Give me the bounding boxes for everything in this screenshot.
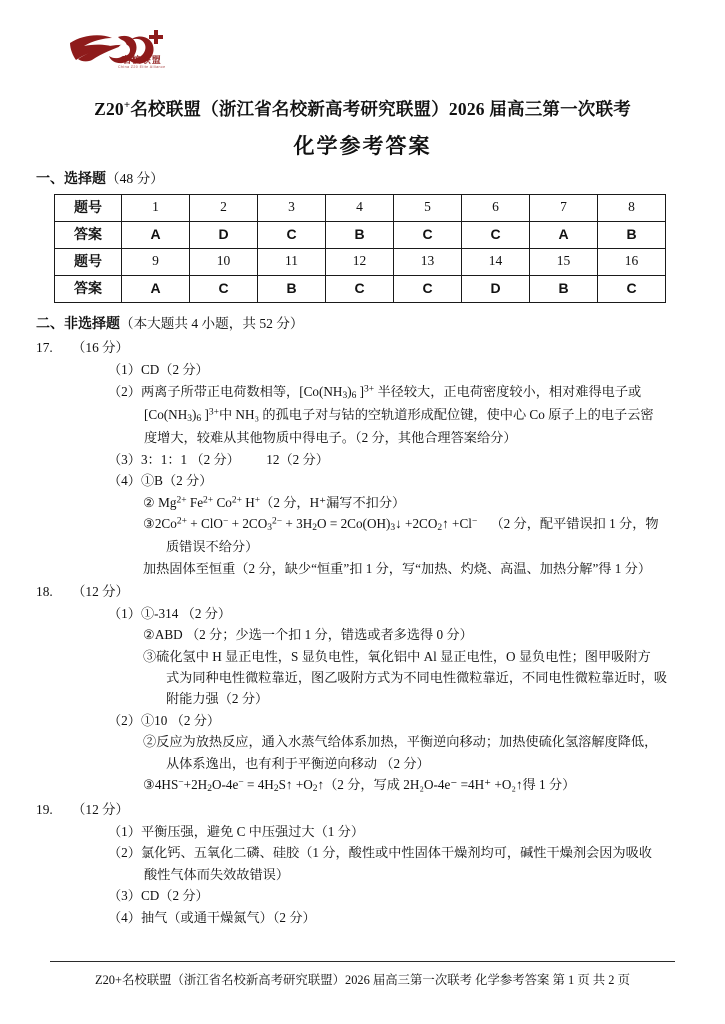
sub-co3: 3 bbox=[267, 523, 272, 533]
row-header-question-1: 题号 bbox=[55, 194, 122, 221]
document-body bbox=[36, 168, 689, 928]
q-number-cell: 15 bbox=[530, 248, 598, 275]
sub-h2o: 2 bbox=[312, 523, 318, 533]
q17-p2-text-c: ) bbox=[347, 383, 352, 399]
answer-cell: A bbox=[530, 221, 598, 248]
question-19-score: （12 分） bbox=[72, 802, 129, 818]
sup-cl: − bbox=[471, 516, 478, 527]
alliance-logo bbox=[66, 26, 178, 90]
q17-p2-text-a: （2）两离子所带正电荷数相等，[Co(NH bbox=[108, 383, 343, 399]
page-subtitle: 化学参考答案 bbox=[293, 135, 432, 158]
answer-cell: B bbox=[326, 221, 394, 248]
q-number-cell: 11 bbox=[258, 248, 326, 275]
question-18-score: （12 分） bbox=[72, 584, 129, 600]
q19-part-4: （4）抽气（或通干燥氮气）（2 分） bbox=[108, 909, 316, 925]
q17-part-2-line-3: 度增大，较难从其他物质中得电子。（2 分，其他合理答案给分） bbox=[144, 430, 517, 446]
sup-co3: 2− bbox=[272, 516, 283, 527]
question-17-header bbox=[36, 338, 689, 359]
q17-p2-text-e: ] bbox=[356, 383, 365, 399]
q18-part-1-3-line-1: ③硫化氢中 H 显正电性，S 显负电性，氧化铝中 Al 显正电性，O 显负电性；图甲吸附方 bbox=[143, 648, 651, 664]
answer-cell: C bbox=[598, 275, 666, 302]
answer-cell: A bbox=[122, 275, 190, 302]
sub-co2g: 2 bbox=[437, 523, 443, 533]
sup-mg: 2+ bbox=[176, 495, 187, 506]
answer-cell: B bbox=[598, 221, 666, 248]
q17-p2-sub-6: 6 bbox=[351, 390, 357, 401]
question-18 bbox=[36, 582, 689, 797]
logo-text bbox=[118, 56, 166, 70]
q-number-cell: 16 bbox=[598, 248, 666, 275]
q17-part-2-line-1 bbox=[36, 381, 689, 404]
sub-3: 3 bbox=[187, 414, 192, 425]
page-footer: Z20+名校联盟（浙江省名校新高考研究联盟）2026 届高三第一次联考 化学参考答案 第 1 页 共 2 页 bbox=[95, 973, 630, 987]
page-title bbox=[0, 96, 725, 121]
logo-en-name: China Z20 Elite Alliance bbox=[118, 65, 166, 69]
answer-cell: C bbox=[394, 221, 462, 248]
q19-part-2-line-1: （2）氯化钙、五氧化二磷、硅胶（1 分，酸性或中性固体干燥剂均可，碱性干燥剂会因为吸收 bbox=[108, 845, 652, 861]
row-header-answer-1: 答案 bbox=[55, 221, 122, 248]
q-number-cell: 12 bbox=[326, 248, 394, 275]
question-19-header bbox=[36, 800, 689, 821]
row-header-answer-2: 答案 bbox=[55, 275, 122, 302]
section-2-heading bbox=[36, 313, 689, 335]
question-19-number: 19. bbox=[36, 802, 53, 818]
answer-cell: C bbox=[190, 275, 258, 302]
q18-part-2-3: $③4HS^-+2H_2O-4e^-$ = $4H_2S↑$ $+O_2↑(2$ 分，写成 2H₂O-4e⁻ =4H⁺ +O₂↑得 1 分） bbox=[143, 776, 576, 794]
q19-part-1: （1）平衡压强，避免 C 中压强过大（1 分） bbox=[108, 824, 365, 840]
answer-cell: D bbox=[190, 221, 258, 248]
q-number-cell: 8 bbox=[598, 194, 666, 221]
q-number-cell: 4 bbox=[326, 194, 394, 221]
logo-cn-name: 名校联盟 bbox=[121, 55, 162, 65]
q18-part-2-1: （2）①10 （2 分） bbox=[108, 712, 221, 728]
footer-divider bbox=[50, 961, 675, 962]
section-1-heading bbox=[36, 168, 689, 190]
q-number-cell: 9 bbox=[122, 248, 190, 275]
q-number-cell: 14 bbox=[462, 248, 530, 275]
sub-o2: 2 bbox=[312, 783, 318, 794]
sup-co2: 2+ bbox=[176, 516, 187, 527]
section-2-heading-label: 二、非选择题 bbox=[36, 314, 120, 331]
answer-cell: C bbox=[462, 221, 530, 248]
q18-part-1-2: ②ABD （2 分；少选一个扣 1 分，错选或者多选得 0 分） bbox=[143, 627, 473, 643]
answer-table bbox=[54, 194, 666, 303]
q17-p3-extra: 12（2 分） bbox=[266, 451, 329, 467]
answer-cell: B bbox=[530, 275, 598, 302]
answer-cell: A bbox=[122, 221, 190, 248]
answer-cell: C bbox=[258, 221, 326, 248]
q-number-cell: 6 bbox=[462, 194, 530, 221]
q17-part-4-3-cont: 质错误不给分） bbox=[166, 539, 259, 555]
q18-part-2-2-line-1: ②反应为放热反应，通入水蒸气给体系加热，平衡逆向移动；加热使硫化氢溶解度降低， bbox=[143, 734, 658, 750]
sub-h2o2: 2 bbox=[207, 783, 212, 794]
q18-p2-3-note: （2 分，写成 2H₂O-4e⁻ =4H⁺ +O₂↑得 1 分） bbox=[324, 776, 576, 792]
q18-part-2-2-line-2: 从体系逸出，也有利于平衡逆向移动 （2 分） bbox=[166, 755, 430, 771]
q-number-cell: 10 bbox=[190, 248, 258, 275]
q17-part-4-2: ② $Mg^{2+}$ $Fe^{2+}$ $Co^{2+}$ H+（2 分，H⁺漏写不扣分） bbox=[143, 494, 406, 510]
section-1-heading-score: （48 分） bbox=[106, 171, 164, 186]
question-17 bbox=[36, 338, 689, 579]
q-number-cell: 1 bbox=[122, 194, 190, 221]
question-18-number: 18. bbox=[36, 584, 53, 600]
answer-cell: C bbox=[326, 275, 394, 302]
q-number-cell: 2 bbox=[190, 194, 258, 221]
sup-hs: − bbox=[178, 777, 184, 788]
q17-p3-text: （3）3：1：1 （2 分） bbox=[108, 451, 240, 467]
sup-h: + bbox=[254, 495, 261, 506]
table-row bbox=[55, 275, 666, 302]
sup-e: − bbox=[238, 777, 244, 788]
title-superscript: + bbox=[123, 99, 131, 112]
q18-part-1-3-line-2: 式为同种电性微粒靠近，图乙吸附方式为不同电性微粒靠近，不同电性微粒靠近时，吸 bbox=[166, 670, 668, 686]
question-19 bbox=[36, 800, 689, 928]
q17-part-1: （1）CD（2 分） bbox=[108, 362, 209, 378]
q-number-cell: 7 bbox=[530, 194, 598, 221]
q-number-cell: 13 bbox=[394, 248, 462, 275]
sup-charge: 3+ bbox=[208, 407, 219, 418]
q17-part-2-line-2: [$Co(NH_3)_6$ ]$^{3+}$中 NH₃ 的孤电子对与钴的空轨道形成配位键，使中心 Co 原子上的电子云密 bbox=[144, 406, 654, 425]
sub-h2s: 2 bbox=[273, 783, 279, 794]
answer-cell: B bbox=[258, 275, 326, 302]
section-2-heading-score: （本大题共 4 小题，共 52 分） bbox=[120, 315, 304, 331]
title-rest: 名校联盟（浙江省名校新高考研究联盟）2026 届高三第一次联考 bbox=[130, 99, 631, 119]
q19-part-3: （3）CD（2 分） bbox=[108, 888, 209, 904]
question-17-score: （16 分） bbox=[72, 340, 129, 356]
section-1-heading-label: 一、选择题 bbox=[36, 170, 106, 186]
table-row bbox=[55, 248, 666, 275]
q17-p2-line2-text: 中 NH₃ 的孤电子对与钴的空轨道形成配位键，使中心 Co 原子上的电子云密 bbox=[218, 406, 654, 422]
answer-cell: C bbox=[394, 275, 462, 302]
q17-p4-2-note: （2 分，H⁺漏写不扣分） bbox=[260, 494, 406, 510]
question-17-number: 17. bbox=[36, 340, 53, 356]
sub-6: 6 bbox=[196, 414, 202, 425]
title-main: Z20 bbox=[94, 99, 124, 119]
table-row bbox=[55, 221, 666, 248]
sup-clo: − bbox=[222, 516, 229, 527]
q17-p2-sub-3: 3 bbox=[342, 390, 348, 401]
table-row bbox=[55, 194, 666, 221]
question-18-header bbox=[36, 582, 689, 603]
q17-p2-sup-charge: 3+ bbox=[364, 384, 375, 395]
sup-fe: 2+ bbox=[203, 495, 214, 506]
q17-p2-text-g: 半径较大，正电荷密度较小，相对难得电子或 bbox=[374, 383, 642, 399]
q17-part-3 bbox=[36, 449, 689, 470]
q17-part-4-3: $③2Co^{2+} + ClO^- + 2CO_3^{2-} + 3H_2O$ = $2Co(OH)_3↓$ $+2CO_2↑ +Cl^-$ （2 分，配平错误扣 1 分，物 bbox=[143, 515, 659, 533]
sup-co: 2+ bbox=[231, 495, 242, 506]
q18-part-1-1: （1）①-314 （2 分） bbox=[108, 605, 232, 621]
sub-oh3: 3 bbox=[390, 523, 396, 533]
row-header-question-2: 题号 bbox=[55, 248, 122, 275]
q18-part-1-3-line-3: 附能力强（2 分） bbox=[166, 691, 269, 707]
answer-cell: D bbox=[462, 275, 530, 302]
q-number-cell: 5 bbox=[394, 194, 462, 221]
q17-p4-3-note: （2 分，配平错误扣 1 分，物 bbox=[490, 515, 659, 531]
q17-part-4-1: （4）①B（2 分） bbox=[108, 473, 213, 489]
q19-part-2-line-2: 酸性气体而失效故错误） bbox=[144, 866, 290, 882]
q17-part-4-4: 加热固体至恒重（2 分，缺少“恒重”扣 1 分，写“加热、灼烧、高温、加热分解”得 1 分） bbox=[143, 560, 652, 576]
q-number-cell: 3 bbox=[258, 194, 326, 221]
